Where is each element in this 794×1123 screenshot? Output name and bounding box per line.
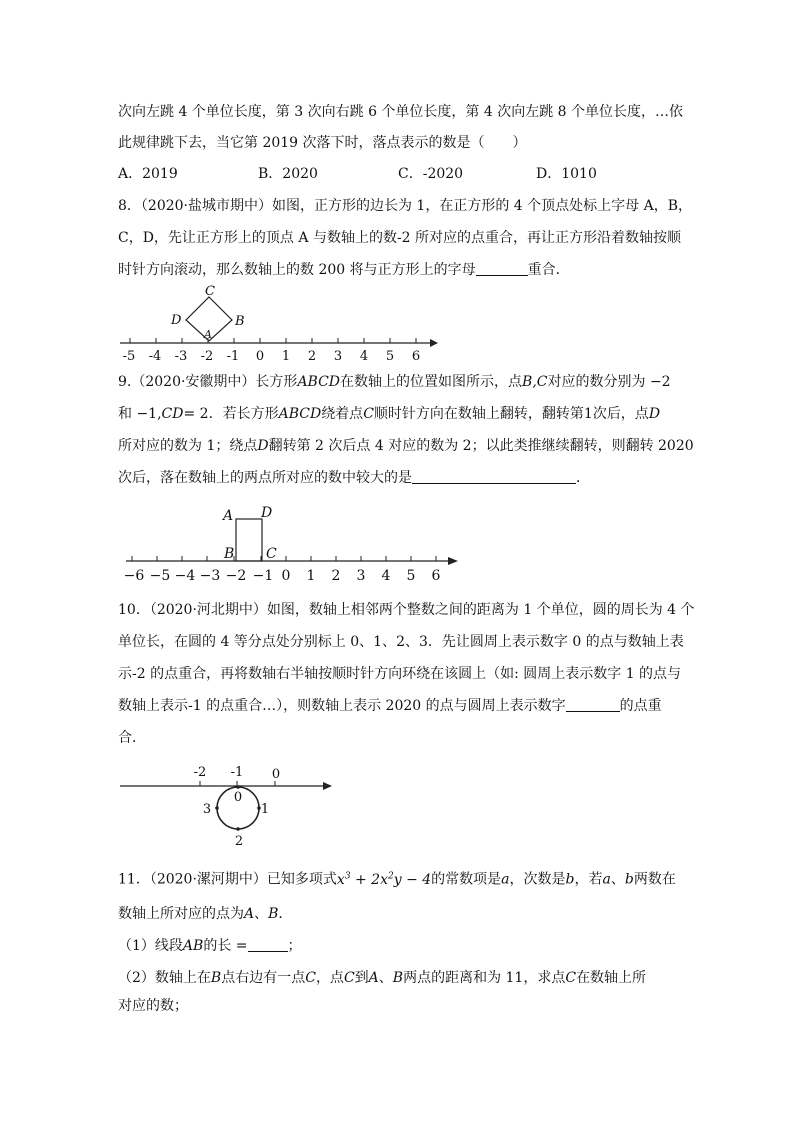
- q9-math: CD: [161, 406, 184, 422]
- q10-circle-label: 2: [234, 834, 244, 849]
- q10-line-1: 10．（2020·河北期中）如图，数轴上相邻两个整数之间的距离为 1 个单位，圆的周长为 4 个: [118, 602, 695, 618]
- q11-text: ；: [287, 938, 302, 954]
- q9-text: 翻转第 2 次后点 4 对应的数为 2；以此类推继续翻转，则翻转 2020: [268, 438, 694, 454]
- q10-circle-label: 3: [202, 802, 212, 817]
- q10-circle-label: 1: [260, 802, 270, 817]
- q11-math: b: [565, 871, 575, 888]
- q8-line-2: C，D，先让正方形上的顶点 A 与数轴上的数-2 所对应的点重合，再让正方形沿着数轴按顺: [118, 230, 682, 246]
- q9-tick-label: 5: [406, 568, 416, 584]
- q10-circle-point: [236, 785, 240, 789]
- q9-axis-arrow: [448, 557, 458, 565]
- q11-poly-exp: 3: [344, 871, 351, 881]
- q7-choice-d: D．1010: [536, 166, 597, 182]
- q9-ticks: [132, 556, 436, 561]
- q11-text: 、: [254, 906, 269, 922]
- q11-text: ，点: [315, 970, 344, 986]
- q9-tick-label: −2: [225, 568, 247, 584]
- q11-math: a: [602, 871, 611, 888]
- q11-math: AB: [182, 938, 204, 954]
- q11-polynomial: [337, 872, 431, 888]
- q9-text: 对应的数分别为 −2: [547, 374, 671, 390]
- q8-tick-label: -4: [148, 349, 162, 364]
- q11-math: C: [343, 970, 355, 986]
- q11-text: 到: [354, 970, 369, 986]
- q11-text: ．: [278, 906, 293, 922]
- q9-tick-label: 1: [306, 568, 316, 584]
- q11-line-2: [118, 904, 292, 924]
- q11-text: 的长 =: [203, 938, 248, 954]
- q8-vertex-c: C: [205, 284, 215, 299]
- q9-tick-label: −4: [174, 568, 196, 584]
- q8-tick-label: -3: [174, 349, 188, 364]
- q9-text: 绕着点: [321, 406, 364, 422]
- q9-text: 和 −1,: [118, 406, 162, 422]
- q10-line-3: 示-2 的点重合，再将数轴右半轴按顺时针方向环绕在该圆上（如: 圆周上表示数字 1 的点与: [118, 666, 682, 682]
- q11-text: 11．（2020·漯河期中）已知多项式: [118, 871, 337, 888]
- q8-tick-label: 0: [255, 349, 265, 364]
- q11-math: a: [501, 871, 510, 888]
- q10-axis-label: -1: [230, 765, 244, 780]
- q8-tick-label: -5: [122, 349, 136, 364]
- q9-math: D: [648, 406, 661, 422]
- q9-line-4: [118, 468, 590, 488]
- q10-text: 数轴上表示-1 的点重合…），则数轴上表示 2020 的点与圆周上表示数字: [118, 698, 566, 714]
- q11-sub-2-cont: 对应的数；: [118, 998, 188, 1014]
- q8-tick-label: 4: [359, 349, 369, 364]
- q11-text: （2）数轴上在: [118, 970, 211, 986]
- q9-text: 在数轴上的位置如图所示，点: [340, 374, 523, 390]
- q9-text: = 2．若长方形: [183, 406, 279, 422]
- q9-vertex-d: D: [261, 505, 273, 521]
- q7-line-1: 次向左跳 4 个单位长度，第 3 次向右跳 6 个单位长度，第 4 次向左跳 8 个单位长度，…依: [118, 104, 684, 120]
- q9-tick-label: −3: [199, 568, 221, 584]
- q10-text: 的点重: [619, 698, 662, 714]
- q11-text: 在数轴上所: [576, 970, 647, 986]
- q11-math: b: [624, 871, 634, 888]
- q9-vertex-a: A: [223, 508, 234, 524]
- q9-math: ABCD: [297, 374, 341, 390]
- q9-line-1: [118, 372, 671, 392]
- q8-tick-label: -2: [200, 349, 214, 364]
- q11-text: 点右边有一点: [221, 970, 306, 986]
- q9-rectangle: [236, 519, 262, 561]
- q11-poly-term: y − 4: [393, 871, 432, 888]
- q9-vertex-b: B: [224, 546, 235, 562]
- q11-text: 两点的距离和为 11，求点: [403, 970, 566, 986]
- q8-tick-label: 2: [307, 349, 317, 364]
- q10-answer-blank[interactable]: [566, 697, 620, 712]
- q9-tick-label: −5: [149, 568, 171, 584]
- q8-vertex-b: B: [235, 314, 245, 329]
- q9-tick-label: 4: [381, 568, 391, 584]
- q8-vertex-a: A: [204, 328, 212, 341]
- q11-math: B: [268, 906, 279, 922]
- q8-line-1: 8．（2020·盐城市期中）如图，正方形的边长为 1，在正方形的 4 个顶点处标上字母 A，B，: [118, 198, 692, 214]
- q9-tick-label: −6: [123, 568, 145, 584]
- q11-text: （1）线段: [118, 938, 183, 954]
- q9-math: ABCD: [278, 406, 322, 422]
- q10-figure: [118, 760, 338, 852]
- q9-text: ．: [576, 470, 590, 486]
- q11-math: A: [244, 906, 255, 922]
- q8-vertex-d: D: [171, 313, 182, 328]
- q7-line-2: 此规律跳下去，当它第 2019 次落下时，落点表示的数是（ ）: [118, 135, 527, 151]
- q9-line-2: [118, 404, 660, 424]
- q9-figure: [120, 500, 465, 588]
- q10-line-5: 合．: [118, 730, 146, 746]
- q9-math: B,C: [522, 374, 548, 390]
- q11-math: A: [368, 970, 379, 986]
- q8-line-3: [118, 260, 570, 280]
- q9-text: 顺时针方向在数轴上翻转，翻转第1次后，点: [373, 406, 649, 422]
- q11-math: B: [210, 970, 222, 986]
- q11-sub-1: [118, 936, 302, 956]
- q11-text: 、: [378, 970, 393, 986]
- q11-poly-exp: 2: [387, 871, 394, 881]
- q10-circle-point: [236, 827, 240, 831]
- q9-text: 所对应的数为 1；绕点: [118, 438, 258, 454]
- q8-tick-label: 1: [281, 349, 291, 364]
- q9-tick-label: 2: [331, 568, 341, 584]
- q11-math: C: [305, 970, 316, 986]
- q8-answer-blank[interactable]: [476, 261, 528, 276]
- q9-line-3: [118, 436, 694, 456]
- q10-line-2: 单位长，在圆的 4 等分点处分别标上 0、1、2、3．先让圆周上表示数字 0 的点与数轴上表: [118, 634, 684, 650]
- q10-circle-point: [215, 806, 219, 810]
- q11-poly-term: x: [336, 871, 345, 888]
- q8-tick-label: 6: [411, 349, 421, 364]
- q10-axis-arrow: [323, 782, 332, 790]
- q11-text: 两数在: [633, 871, 676, 888]
- q8-axis-arrow: [430, 339, 438, 347]
- q8-ticks: [130, 338, 416, 343]
- q9-tick-label: 3: [356, 568, 366, 584]
- q8-line-3-text: 时针方向滚动，那么数轴上的数 200 将与正方形上的字母: [118, 262, 476, 278]
- q11-poly-term: + 2x: [350, 871, 388, 888]
- q9-tick-label: 0: [281, 568, 291, 584]
- q8-figure: [112, 283, 442, 365]
- q8-tick-label: 3: [333, 349, 343, 364]
- q8-tick-label: -1: [226, 349, 240, 364]
- q9-answer-blank[interactable]: [412, 469, 576, 484]
- q11-math: B: [392, 970, 404, 986]
- q10-line-4: [118, 696, 662, 716]
- q11-text: ，次数是: [509, 871, 566, 888]
- q9-vertex-c: C: [266, 546, 277, 562]
- q9-text: 9.（2020·安徽期中）长方形: [118, 374, 298, 390]
- q11-text: 的常数项是: [431, 871, 502, 888]
- q11-math: C: [565, 970, 577, 986]
- q10-axis-label: 0: [271, 767, 281, 782]
- q11-answer-blank[interactable]: [248, 937, 288, 952]
- q11-text: ，若: [574, 871, 603, 888]
- q9-tick-label: −1: [252, 568, 274, 584]
- q11-line-1: [118, 866, 676, 890]
- q11-text: 、: [610, 871, 625, 888]
- q7-choice-a: A．2019: [118, 166, 178, 182]
- q10-circle-label: 0: [233, 790, 243, 805]
- q11-text: 数轴上所对应的点为: [118, 906, 244, 922]
- q8-tick-label: 5: [385, 349, 395, 364]
- q9-math: D: [257, 438, 269, 454]
- q8-line-3-tail: 重合．: [527, 262, 570, 278]
- q9-tick-label: 6: [431, 568, 441, 584]
- q7-choice-b: B．2020: [258, 166, 318, 182]
- q9-math: C: [363, 406, 374, 422]
- q10-axis-label: -2: [193, 765, 207, 780]
- q9-text: 次后，落在数轴上的两点所对应的数中较大的是: [118, 470, 412, 486]
- q7-choice-c: C．-2020: [398, 166, 464, 182]
- q11-sub-2: [118, 968, 646, 988]
